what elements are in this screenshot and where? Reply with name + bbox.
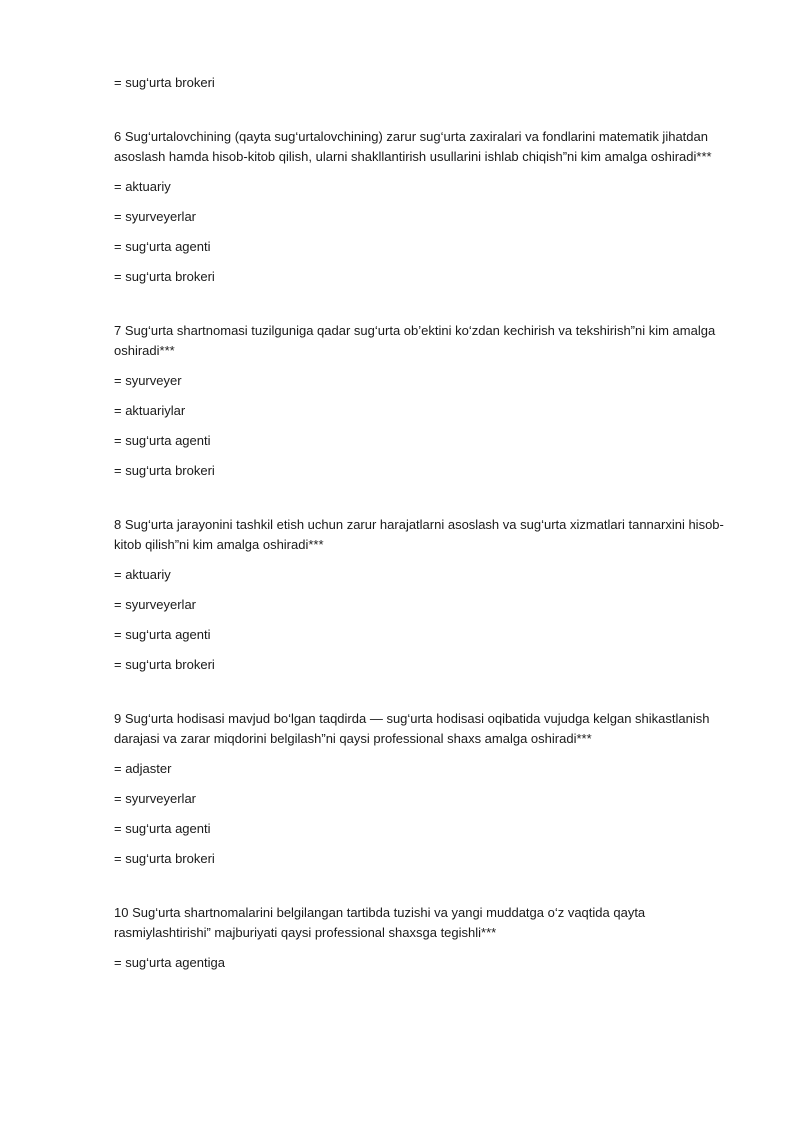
answer-option: = aktuariy [114,567,171,582]
answer-option: = sug‘urta brokeri [114,75,215,90]
answer-option: = sug‘urta brokeri [114,269,215,284]
question-text: 9 Sug‘urta hodisasi mavjud bo‘lgan taqdirda — sug‘urta hodisasi oqibatida vujudga kelgan shikastlanish darajasi va zarar miqdorini belgilash”ni qaysi professional shaxs amalga oshiradi*** [114,711,710,746]
answer-option: = sug‘urta brokeri [114,657,215,672]
answer-option: = sug‘urta brokeri [114,851,215,866]
question-text: 10 Sug‘urta shartnomalarini belgilangan tartibda tuzishi va yangi muddatga o‘z vaqtida qayta rasmiylashtirishi” majburiyati qaysi professional shaxsga tegishli*** [114,905,646,940]
answer-option: = sug‘urta brokeri [114,463,215,478]
answer-option: = syurveyerlar [114,791,196,806]
answer-option: = sug‘urta agentiga [114,955,225,970]
answer-option: = syurveyerlar [114,597,196,612]
answer-option: = syurveyerlar [114,209,196,224]
answer-option: = adjaster [114,761,172,776]
answer-option: = sug‘urta agenti [114,821,211,836]
question-block [114,515,744,675]
answer-option: = aktuariylar [114,403,186,418]
answer-option: = sug‘urta agenti [114,627,211,642]
question-block [114,127,744,287]
question-block [114,321,744,481]
question-text: 7 Sug‘urta shartnomasi tuzilguniga qadar sug‘urta ob’ektini ko‘zdan kechirish va tekshirish”ni kim amalga oshiradi*** [114,323,716,358]
answer-option: = sug‘urta agenti [114,433,211,448]
question-block [114,709,744,869]
question-text: 6 Sug‘urtalovchining (qayta sug‘urtalovchining) zarur sug‘urta zaxiralari va fondlarini matematik jihatdan asoslash hamda hisob-kitob qilish, ularni shakllantirish usullarini ishlab chiqish”ni kim amalga oshiradi*** [114,129,712,164]
document-content [114,73,744,983]
question-block [114,903,744,973]
question-text: 8 Sug‘urta jarayonini tashkil etish uchun zarur harajatlarni asoslash va sug‘urta xizmatlari tannarxini hisob-kitob qilish”ni kim amalga oshiradi*** [114,517,724,552]
answer-option: = aktuariy [114,179,171,194]
answer-option: = sug‘urta agenti [114,239,211,254]
answer-option: = syurveyer [114,373,182,388]
